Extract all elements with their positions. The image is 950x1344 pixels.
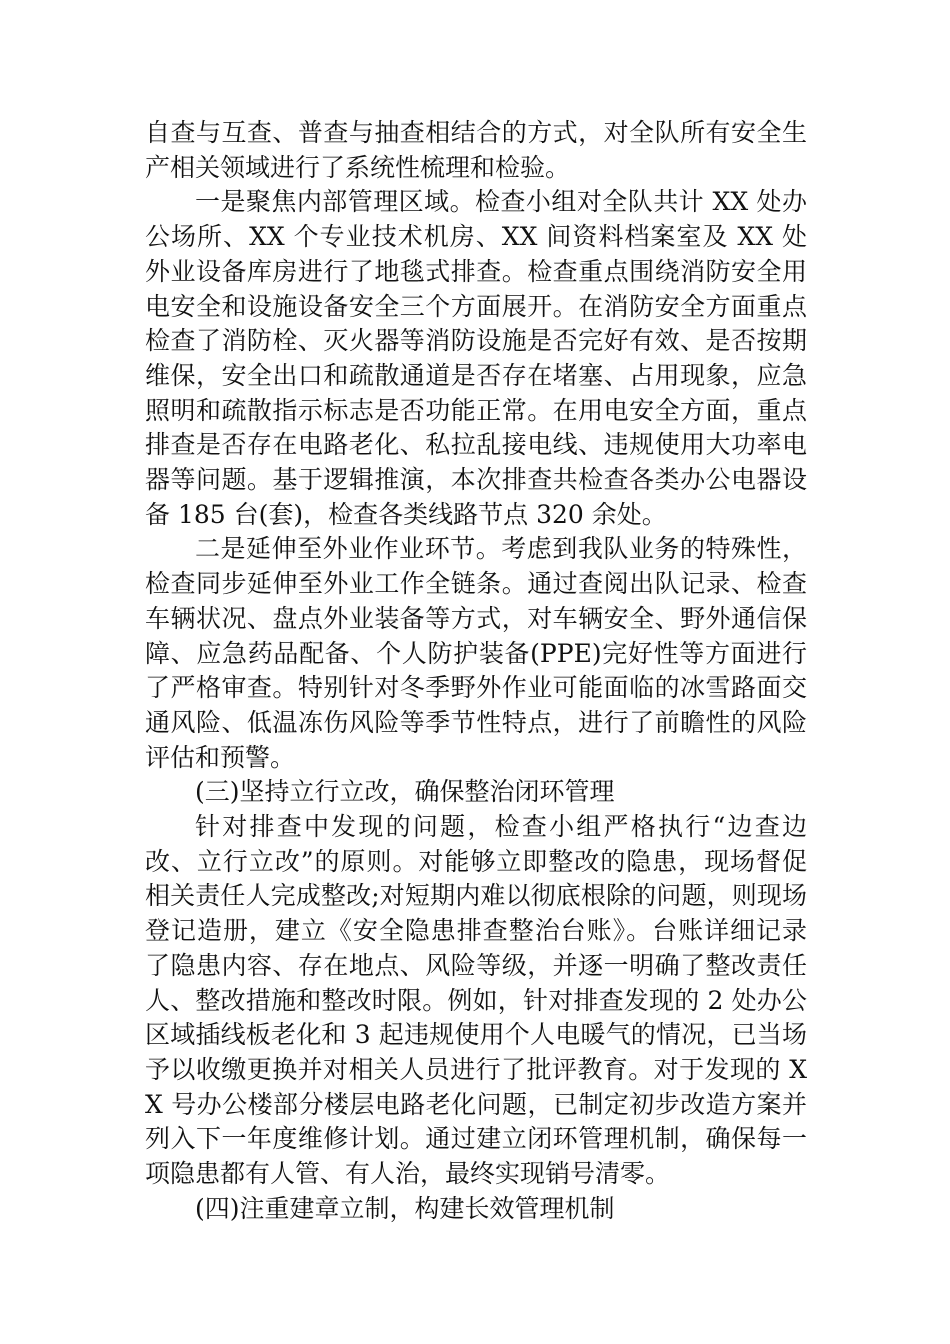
section-heading-3: (三)坚持立行立改，确保整治闭环管理 [195, 777, 615, 807]
paragraph-field-operations: 二是延伸至外业作业环节。考虑到我队业务的特殊性，检查同步延伸至外业工作全链条。通过查阅出队记录、检查车辆状况、盘点外业装备等方式，对车辆安全、野外通信保障、应急药品配备、个人防护装备(PPE)完好性等方面进行了严格审查。特别针对冬季野外作业可能面临的冰雪路面交通风险、低温冻伤风险等季节性特点，进行了前瞻性的风险评估和预警。 [145, 534, 807, 772]
paragraph-continuation: 自查与互查、普查与抽查相结合的方式，对全队所有安全生产相关领域进行了系统性梳理和检验。 [145, 118, 807, 182]
paragraph-rectification: 针对排查中发现的问题，检查小组严格执行“边查边改、立行立改”的原则。对能够立即整改的隐患，现场督促相关责任人完成整改;对短期内难以彻底根除的问题，则现场登记造册，建立《安全隐患排查整治台账》。台账详细记录了隐患内容、存在地点、风险等级，并逐一明确了整改责任人、整改措施和整改时限。例如，针对排查发现的 2 处办公区域插线板老化和 3 起违规使用个人电暖气的情况，已当场予以收缴更换并对相关人员进行了批评教育。对于发现的 XX 号办公楼部分楼层电路老化问题，已制定初步改造方案并列入下一年度维修计划。通过建立闭环管理机制，确保每一项隐患都有人管、有人治，最终实现销号清零。 [145, 812, 807, 1189]
paragraph-internal-areas: 一是聚焦内部管理区域。检查小组对全队共计 XX 处办公场所、XX 个专业技术机房、XX 间资料档案室及 XX 处外业设备库房进行了地毯式排查。检查重点围绕消防安全用电安全和设施设备安全三个方面展开。在消防安全方面重点检查了消防栓、灭火器等消防设施是否完好有效、是否按期维保，安全出口和疏散通道是否存在堵塞、占用现象，应急照明和疏散指示标志是否功能正常。在用电安全方面，重点排查是否存在电路老化、私拉乱接电线、违规使用大功率电器等问题。基于逻辑推演，本次排查共检查各类办公电器设备 185 台(套)，检查各类线路节点 320 余处。 [145, 187, 807, 529]
document-page [145, 116, 807, 1227]
section-heading-4: (四)注重建章立制，构建长效管理机制 [195, 1193, 615, 1223]
